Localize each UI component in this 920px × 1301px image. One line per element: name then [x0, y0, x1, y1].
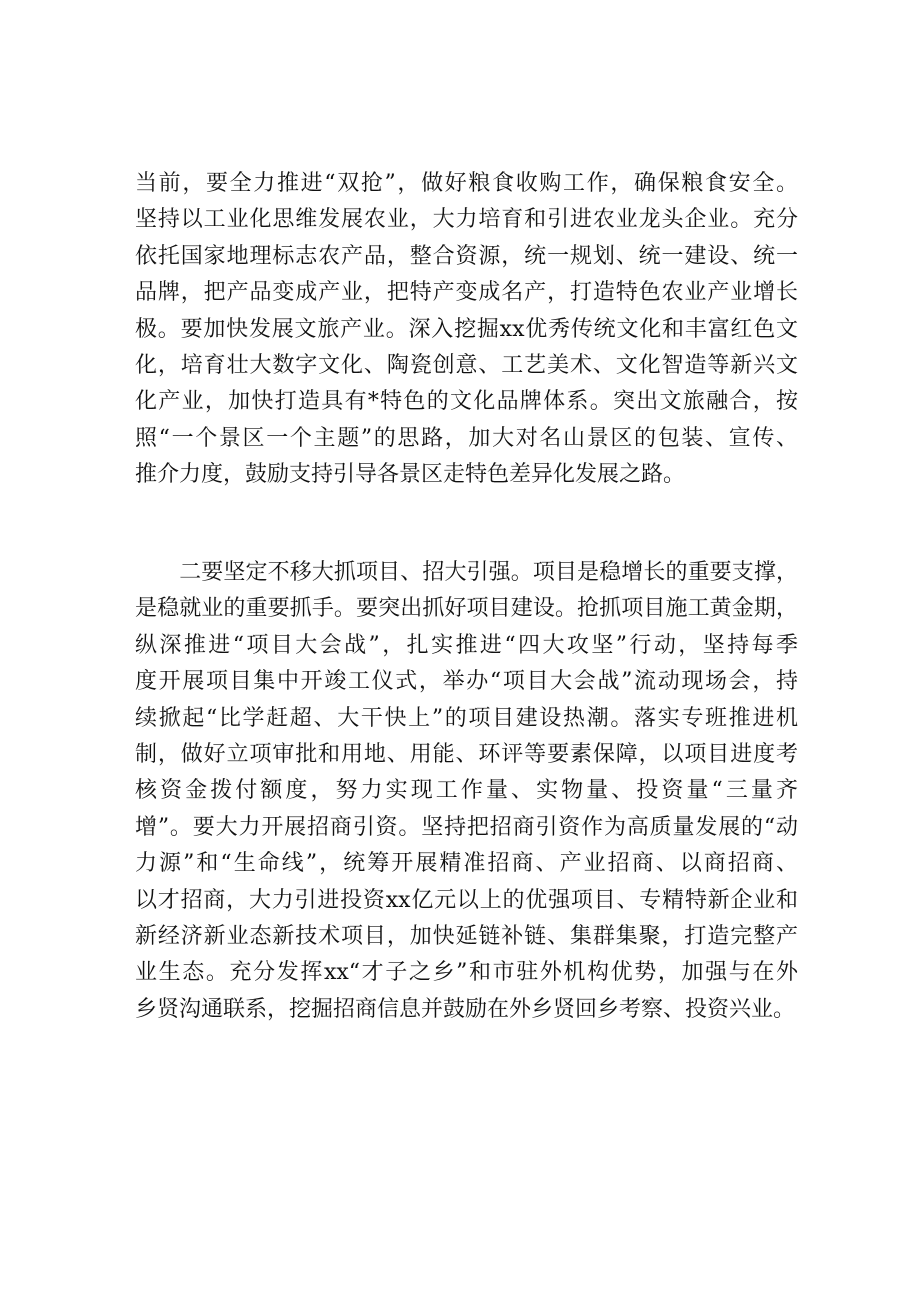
paragraph-line: 化，培育壮大数字文化、陶瓷创意、工艺美术、文化智造等新兴文 — [135, 352, 798, 378]
paragraph-line: 以才招商，大力引进投资xx亿元以上的优强项目、专精特新企业和 — [135, 887, 798, 913]
paragraph-line: 品牌，把产品变成产业，把特产变成名产，打造特色农业产业增长 — [135, 280, 798, 306]
paragraph-line: 极。要加快发展文旅产业。深入挖掘xx优秀传统文化和丰富红色文 — [135, 316, 798, 342]
paragraph-line: 纵深推进“项目大会战”，扎实推进“四大攻坚”行动，坚持每季 — [135, 632, 798, 658]
paragraph-line: 推介力度，鼓励支持引导各景区走特色差异化发展之路。 — [135, 462, 686, 488]
paragraph-line: 当前，要全力推进“双抢”，做好粮食收购工作，确保粮食安全。 — [135, 171, 798, 196]
paragraph-line: 续掀起“比学赶超、大干快上”的项目建设热潮。落实专班推进机 — [135, 705, 798, 731]
paragraph-1 — [135, 166, 798, 494]
paragraph-line: 依托国家地理标志农产品，整合资源，统一规划、统一建设、统一 — [135, 243, 798, 269]
paragraph-line: 乡贤沟通联系，挖掘招商信息并鼓励在外乡贤回乡考察、投资兴业。 — [135, 996, 796, 1022]
paragraph-line: 业生态。充分发挥xx“才子之乡”和市驻外机构优势，加强与在外 — [135, 960, 798, 986]
paragraph-line: 化产业，加快打造具有*特色的文化品牌体系。突出文旅融合，按 — [135, 389, 798, 415]
paragraph-line: 新经济新业态新技术项目，加快延链补链、集群集聚，打造完整产 — [135, 923, 798, 949]
paragraph-line: 核资金拨付额度，努力实现工作量、实物量、投资量“三量齐 — [135, 778, 798, 804]
paragraph-line: 是稳就业的重要抓手。要突出抓好项目建设。抢抓项目施工黄金期， — [135, 596, 798, 622]
paragraph-line: 制，做好立项审批和用地、用能、环评等要素保障，以项目进度考 — [135, 741, 798, 767]
paragraph-2 — [135, 555, 798, 1028]
paragraph-line: 照“一个景区一个主题”的思路，加大对名山景区的包装、宣传、 — [135, 425, 798, 451]
paragraph-line: 度开展项目集中开竣工仪式，举办“项目大会战”流动现场会，持 — [135, 669, 798, 695]
paragraph-line: 坚持以工业化思维发展农业，大力培育和引进农业龙头企业。充分 — [135, 207, 798, 233]
paragraph-line: 二要坚定不移大抓项目、招大引强。项目是稳增长的重要支撑， — [135, 560, 798, 585]
paragraph-line: 增”。要大力开展招商引资。坚持把招商引资作为高质量发展的“动 — [135, 814, 798, 840]
paragraph-line: 力源”和“生命线”，统筹开展精准招商、产业招商、以商招商、 — [135, 851, 798, 877]
